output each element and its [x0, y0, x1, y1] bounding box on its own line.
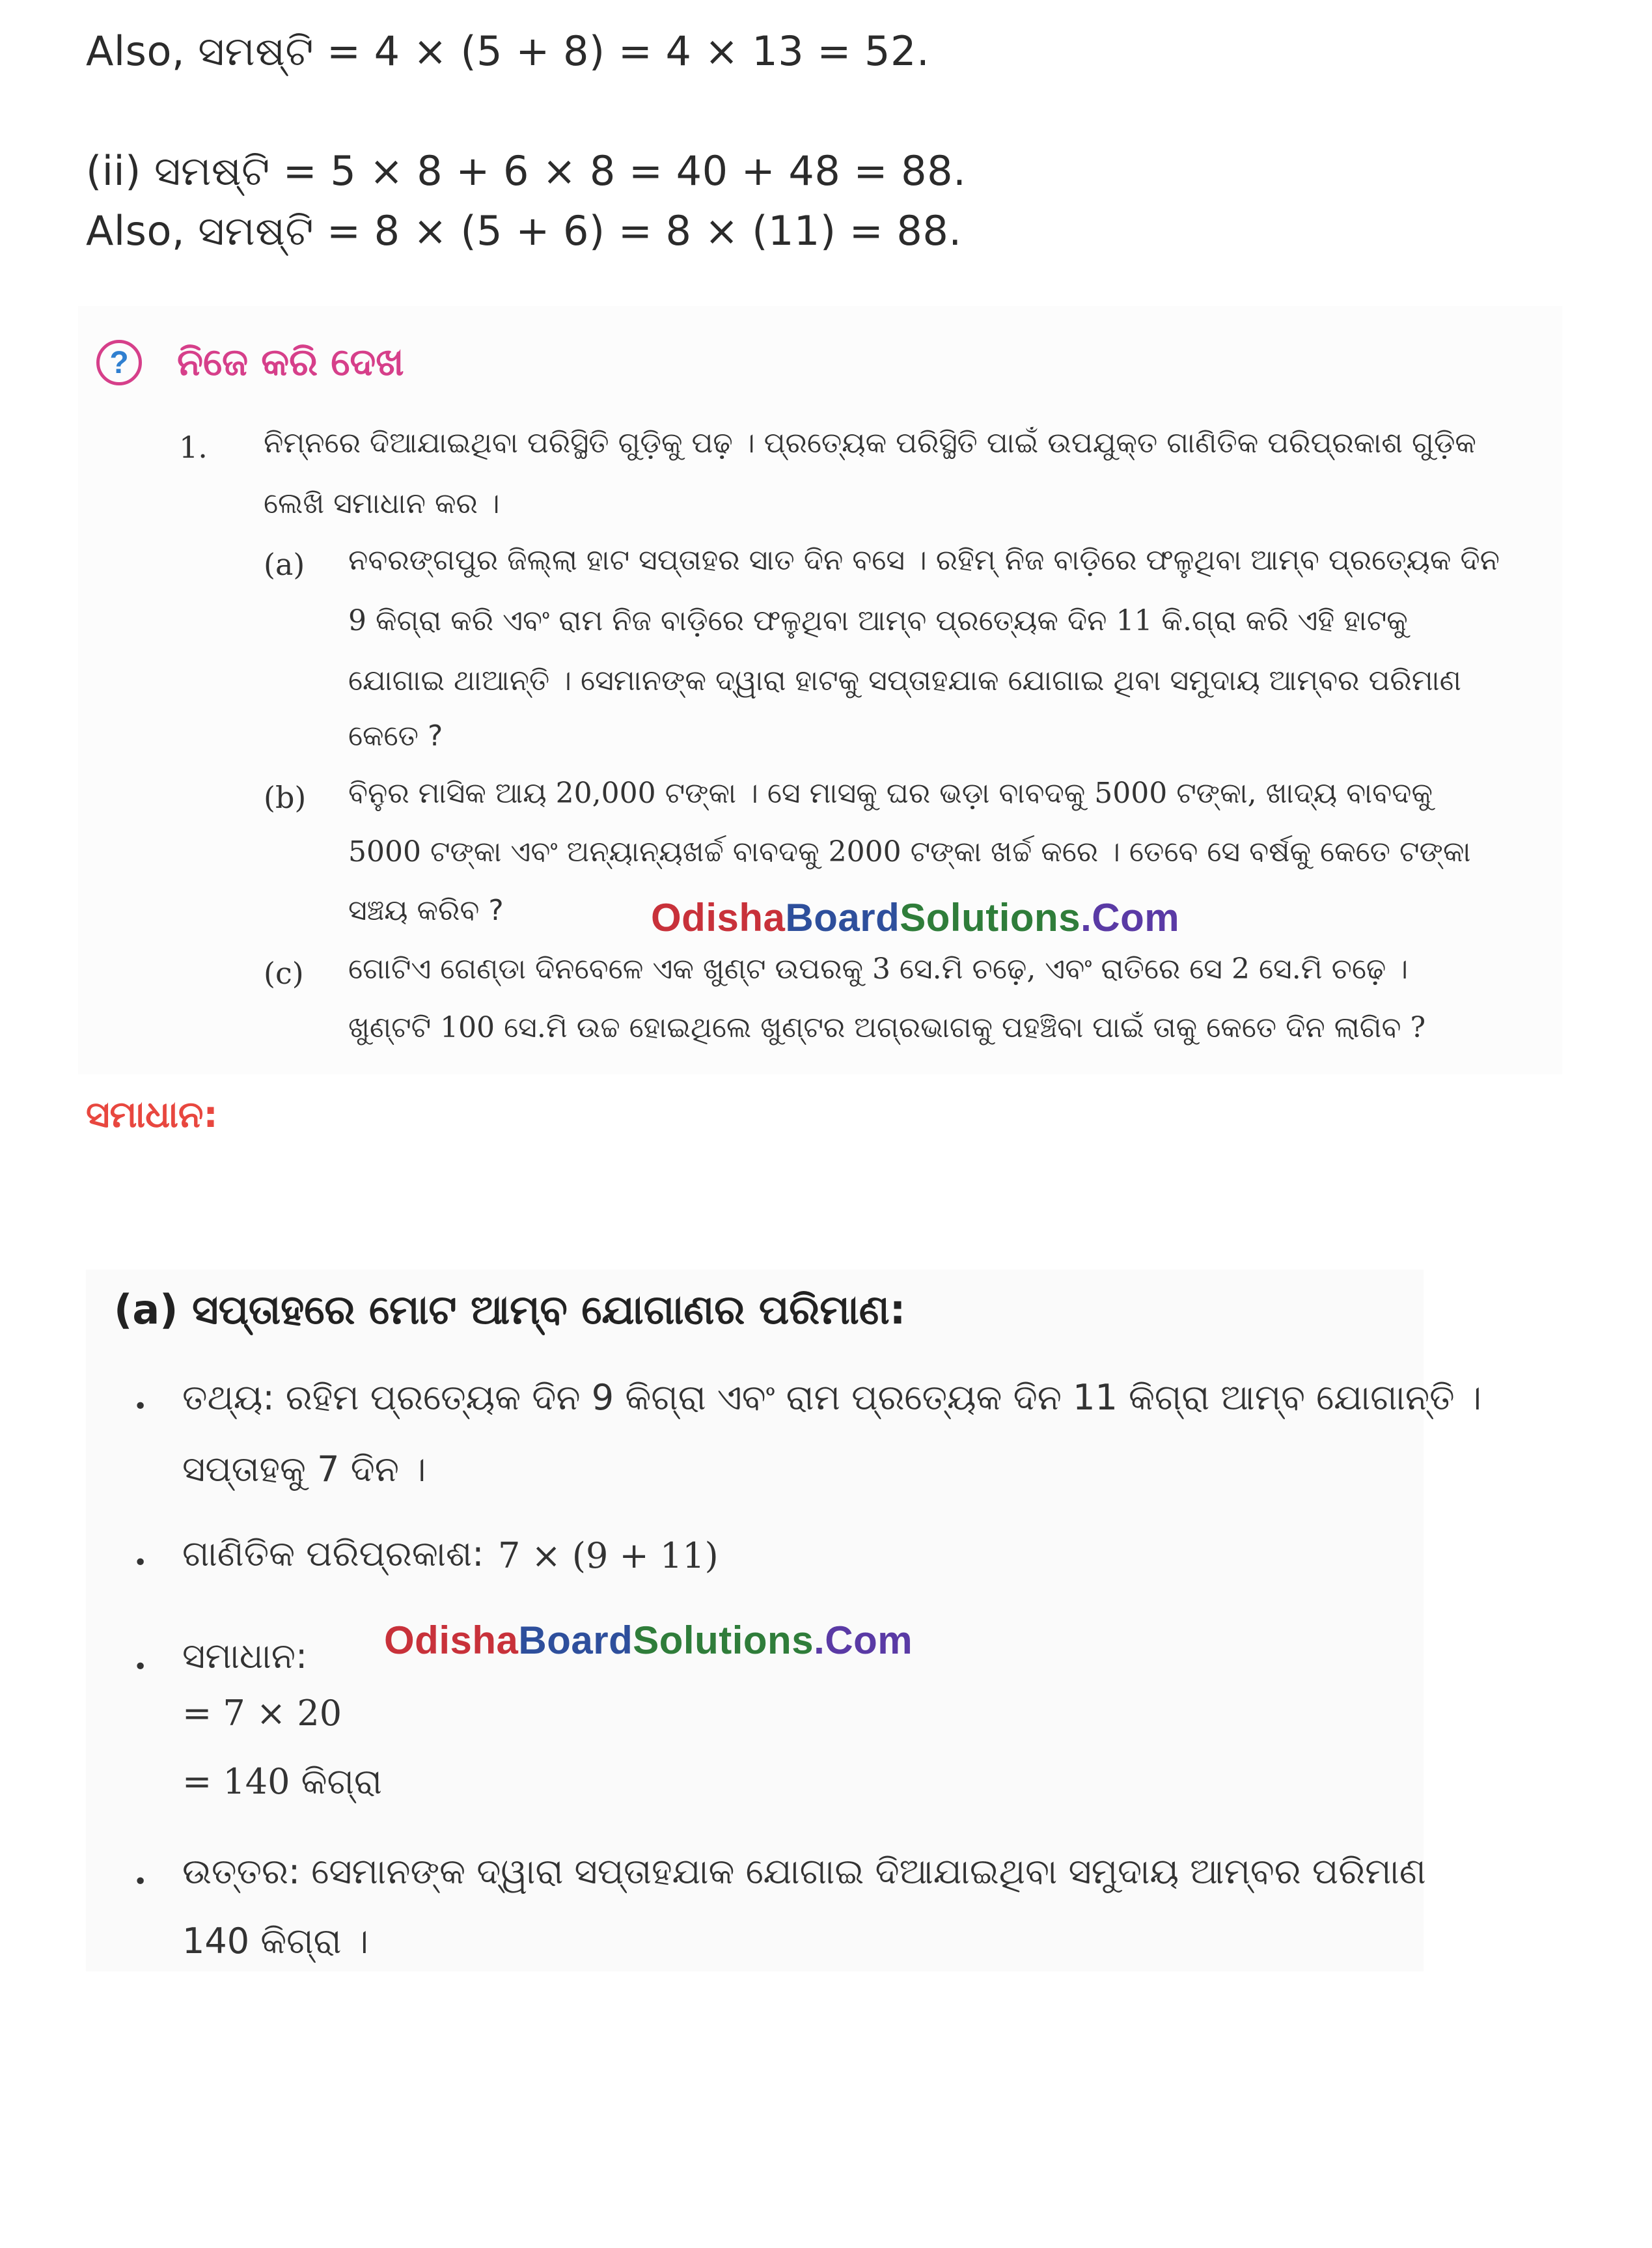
bullet: •: [133, 1393, 148, 1420]
question-intro-1: ନିମ୍ନରେ ଦିଆଯାଇଥିବା ପରିସ୍ଥିତି ଗୁଡ଼ିକୁ ପଢ଼ । ପ୍ରତ୍ୟେକ ପରିସ୍ଥିତି ପାଇଁ ଉପଯୁକ୍ତ ଗାଣିତିକ ପରିପ୍ରକାଶ ଗୁଡ଼ିକ: [264, 426, 1476, 460]
part-b-line-1: ବିନୁର ମାସିକ ଆୟ 20,000 ଟଙ୍କା । ସେ ମାସକୁ ଘର ଭଡ଼ା ବାବଦକୁ 5000 ଟଙ୍କା, ଖାଦ୍ୟ ବାବଦକୁ: [348, 777, 1433, 810]
part-a-line-2: 9 କିଗ୍ରା କରି ଏବଂ ରାମ ନିଜ ବାଡ଼ିରେ ଫଳୁଥିବା ଆମ୍ବ ପ୍ରତ୍ୟେକ ଦିନ 11 କି.ଗ୍ରା କରି ଏହି ହାଟକୁ: [348, 604, 1408, 637]
bullet: •: [133, 1868, 148, 1895]
watermark-com: .Com: [1081, 896, 1180, 939]
answer-line-2: 140 କିଗ୍ରା ।: [182, 1921, 369, 1962]
expression-value: 7 × (9 + 11): [498, 1535, 719, 1576]
part-a-line-3: ଯୋଗାଇ ଥାଆନ୍ତି । ସେମାନଙ୍କ ଦ୍ୱାରା ହାଟକୁ ସପ୍ତାହଯାକ ଯୋଗାଇ ଥିବା ସମୁଦାୟ ଆମ୍ବର ପରିମାଣ: [348, 664, 1461, 697]
watermark-board: Board: [785, 896, 900, 939]
solution-steps-label: ସମାଧାନ:: [182, 1635, 308, 1676]
question-number: 1.: [179, 430, 208, 465]
watermark-com: .Com: [814, 1618, 913, 1662]
calc-line-2: (ii) ସମଷ୍ଟି = 5 × 8 + 6 × 8 = 40 + 48 = 88.: [86, 147, 967, 195]
question-intro-2: ଲେଖି ସମାଧାନ କର ।: [264, 487, 500, 520]
solution-step-2: = 140 କିଗ୍ରା: [182, 1761, 382, 1802]
question-icon: ?: [96, 340, 142, 385]
part-a-line-1: ନବରଙ୍ଗପୁର ଜିଲ୍ଲା ହାଟ ସପ୍ତାହର ସାତ ଦିନ ବସେ । ରହିମ୍ ନିଜ ବାଡ଼ିରେ ଫଳୁଥିବା ଆମ୍ବ ପ୍ରତ୍ୟେକ ଦିନ: [348, 544, 1500, 577]
part-c-line-2: ଖୁଣ୍ଟଟି 100 ସେ.ମି ଉଚ୍ଚ ହୋଇଥିଲେ ଖୁଣ୍ଟର ଅଗ୍ରଭାଗକୁ ପହଞ୍ଚିବା ପାଇଁ ତାକୁ କେତେ ଦିନ ଲାଗିବ ?: [348, 1011, 1426, 1044]
watermark: [384, 1618, 913, 1663]
part-c-line-1: ଗୋଟିଏ ଗେଣ୍ଡା ଦିନବେଳେ ଏକ ଖୁଣ୍ଟ ଉପରକୁ 3 ସେ.ମି ଚଢ଼େ, ଏବଂ ରାତିରେ ସେ 2 ସେ.ମି ଚଢ଼େ ।: [348, 952, 1409, 986]
calc-line-1: Also, ସମଷ୍ଟି = 4 × (5 + 8) = 4 × 13 = 52.: [86, 27, 930, 75]
expression-label: ଗାଣିତିକ ପରିପ୍ରକାଶ:: [182, 1533, 484, 1574]
bullet: •: [133, 1549, 148, 1576]
part-a-label: (a): [264, 547, 305, 582]
watermark-board: Board: [518, 1618, 633, 1662]
bullet: •: [133, 1654, 148, 1680]
part-a-line-4: କେତେ ?: [348, 719, 443, 753]
watermark: [651, 895, 1179, 940]
calc-line-3: Also, ସମଷ୍ଟି = 8 × (5 + 6) = 8 × (11) = 88.: [86, 207, 962, 255]
solution-title: (a) ସପ୍ତାହରେ ମୋଟ ଆମ୍ବ ଯୋଗାଣର ପରିମାଣ:: [114, 1286, 906, 1333]
fact-line-1: ତଥ୍ୟ: ରହିମ ପ୍ରତ୍ୟେକ ଦିନ 9 କିଗ୍ରା ଏବଂ ରାମ ପ୍ରତ୍ୟେକ ଦିନ 11 କିଗ୍ରା ଆମ୍ବ ଯୋଗାନ୍ତି ।: [182, 1377, 1482, 1418]
watermark-solutions: Solutions: [900, 896, 1081, 939]
exercise-title: ନିଜେ କରି ଦେଖ: [177, 340, 404, 384]
part-c-label: (c): [264, 956, 304, 991]
part-b-line-3: ସଞ୍ଚୟ କରିବ ?: [348, 894, 504, 927]
part-b-line-2: 5000 ଟଙ୍କା ଏବଂ ଅନ୍ୟାନ୍ୟଖର୍ଚ୍ଚ ବାବଦକୁ 2000 ଟଙ୍କା ଖର୍ଚ୍ଚ କରେ । ତେବେ ସେ ବର୍ଷକୁ କେତେ ଟଙ୍କା: [348, 835, 1471, 868]
solution-step-1: = 7 × 20: [182, 1693, 342, 1734]
watermark-solutions: Solutions: [633, 1618, 814, 1662]
fact-line-2: ସପ୍ତାହକୁ 7 ଦିନ ।: [182, 1449, 426, 1490]
part-b-label: (b): [264, 780, 307, 815]
watermark-odisha: Odisha: [384, 1618, 519, 1662]
answer-line-1: ଉତ୍ତର: ସେମାନଙ୍କ ଦ୍ୱାରା ସପ୍ତାହଯାକ ଯୋଗାଇ ଦିଆଯାଇଥିବା ସମୁଦାୟ ଆମ୍ବର ପରିମାଣ: [182, 1851, 1426, 1892]
watermark-odisha: Odisha: [651, 896, 786, 939]
solution-label: ସମାଧାନ:: [86, 1094, 218, 1136]
